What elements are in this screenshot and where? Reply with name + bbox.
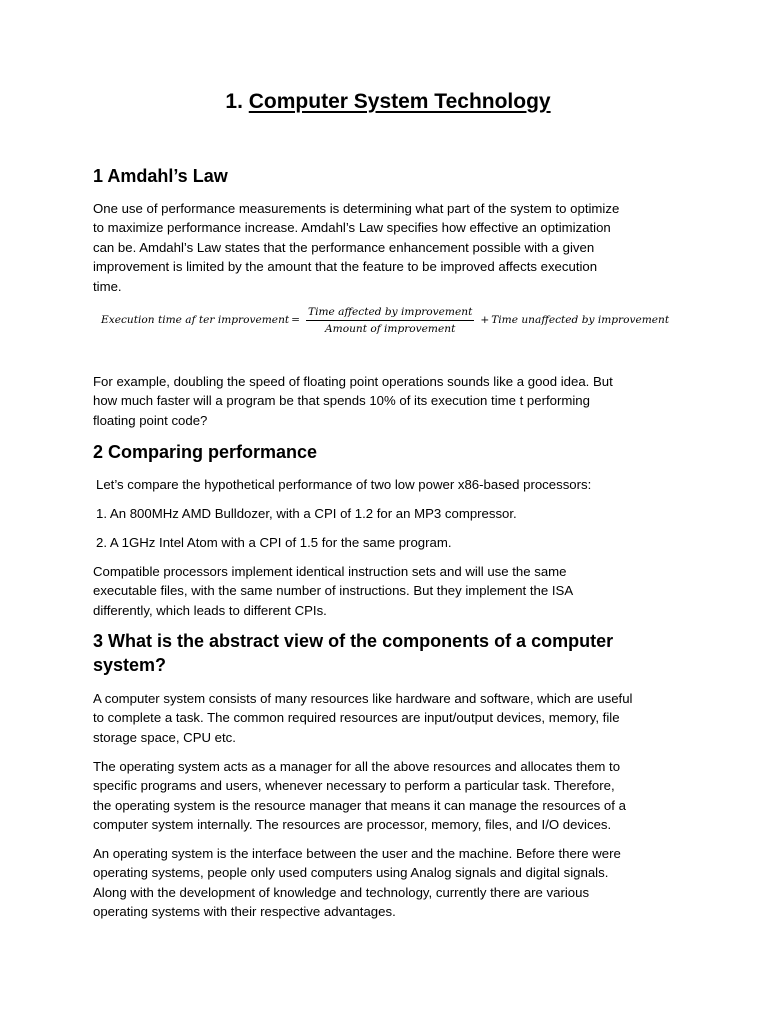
text-line: how much faster will a program be that spends 10% of its execution time t performing [93,393,590,409]
comparing-intro [96,475,686,494]
text-line: 1. An 800MHz AMD Bulldozer, with a CPI of 1.2 for an MP3 compressor. [96,506,517,521]
abstract-view-paragraph-1 [93,689,683,747]
amdahl-paragraph-2 [93,372,683,430]
text-line: For example, doubling the speed of floating point operations sounds like a good idea. But [93,374,613,389]
text-line: One use of performance measurements is determining what part of the system to optimize [93,201,620,216]
text-line: An operating system is the interface between the user and the machine. Before there were [93,846,621,861]
comparing-item-1 [96,504,686,523]
formula-equals: = [291,314,301,326]
text-line: operating systems with their respective advantages. [93,904,396,920]
text-line: to maximize performance increase. Amdahl’s Law specifies how effective an optimization [93,220,611,236]
comparing-paragraph [93,562,683,620]
heading-line: system? [93,655,167,675]
formula-fraction [306,306,474,335]
text-line: The operating system acts as a manager for all the above resources and allocates them to [93,759,621,774]
text-line: floating point code? [93,412,208,428]
title-text: Computer System Technology [248,90,551,113]
amdahl-paragraph-1 [93,199,683,296]
abstract-view-paragraph-3 [93,844,683,922]
text-line: executable files, with the same number of instructions. But they implement the ISA [93,583,574,599]
text-line: specific programs and users, whenever necessary to perform a particular task. Therefore, [93,778,615,794]
text-line: 2. A 1GHz Intel Atom with a CPI of 1.5 for the same program. [96,535,452,550]
formula-plus: + [480,314,490,326]
text-line: improvement is limited by the amount that the feature to be improved affects execution [93,259,598,275]
text-line: can be. Amdahl’s Law states that the performance enhancement possible with a given [93,239,595,255]
section-heading-comparing-performance: 2 Comparing performance [93,442,318,462]
formula-lhs: Execution time af ter improvement [101,314,290,326]
document-title [93,88,683,116]
section-heading-abstract-view [93,629,613,677]
text-line: Let’s compare the hypothetical performance of two low power x86-based processors: [96,477,592,492]
text-line: computer system internally. The resources are processor, memory, files, and I/O devices. [93,817,612,833]
formula-denominator: Amount of improvement [325,322,456,335]
text-line: the operating system is the resource manager that means it can manage the resources of a [93,797,626,813]
text-line: time. [93,278,122,294]
text-line: Compatible processors implement identical instruction sets and will use the same [93,564,567,579]
formula-rhs: Time unaffected by improvement [491,314,670,326]
text-line: operating systems, people only used computers using Analog signals and digital signals. [93,865,609,881]
abstract-view-paragraph-2 [93,757,683,835]
text-line: A computer system consists of many resources like hardware and software, which are useful [93,691,633,706]
text-line: differently, which leads to different CPIs. [93,602,327,618]
amdahl-formula [101,302,681,338]
text-line: to complete a task. The common required resources are input/output devices, memory, file [93,710,620,726]
text-line: storage space, CPU etc. [93,729,236,745]
text-line: Along with the development of knowledge and technology, currently there are various [93,884,590,900]
comparing-item-2 [96,533,686,552]
title-number: 1. [225,90,249,113]
heading-line: 3 What is the abstract view of the components of a computer [93,631,614,651]
section-heading-amdahls-law: 1 Amdahl’s Law [93,166,228,186]
formula-numerator: Time affected by improvement [306,306,474,321]
